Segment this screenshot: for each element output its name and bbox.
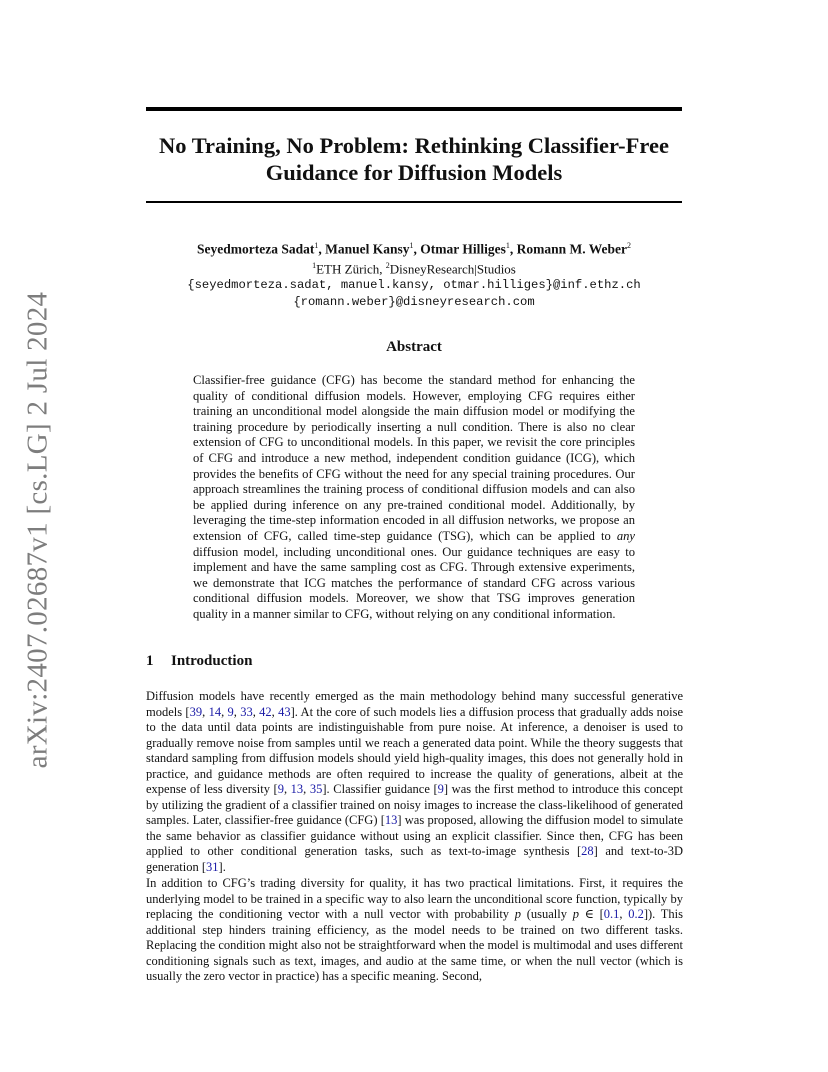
paragraph-text: , (221, 704, 228, 719)
citation-link[interactable]: 35 (309, 782, 323, 797)
abstract-part: diffusion model, including unconditional ones. Our guidance techniques are easy to implement and have the same sampling cost as CFG. Through extensive experiments, we demonstrate that ICG matches the performance of standard CFG across various conditional diffusion models. Moreover, we show that TSG improves generation quality in a manner similar to CFG, without relying on any conditional information. (193, 544, 635, 621)
citation-link[interactable]: 0.2 (628, 907, 644, 922)
citation-link[interactable]: 9 (227, 704, 234, 719)
affiliation-mark: 1 (312, 260, 317, 270)
paragraph-text: , (283, 782, 291, 797)
citation-link[interactable]: 33 (240, 704, 253, 719)
author-affiliation-mark: 1 (314, 241, 319, 250)
paragraph-text: , (303, 782, 310, 797)
citation-link[interactable]: 43 (278, 704, 291, 719)
intro-paragraph-1 (146, 689, 683, 876)
paragraph-text: (usually (521, 907, 573, 922)
abstract-text (193, 373, 635, 623)
citation-link[interactable]: 9 (277, 782, 284, 797)
author-name: Otmar Hilliges (420, 241, 506, 257)
paragraph-text: , (233, 704, 241, 719)
title-top-rule (146, 107, 682, 111)
abstract-part: Classifier-free guidance (CFG) has become the standard method for enhancing the quality of conditional diffusion models. However, employing CFG requires either training an unconditional model alongside the main diffusion model or modifying the training procedure by periodically inserting a null condition. There is also no clear extension of CFG to unconditional models. In this paper, we revisit the core principles of CFG and introduce a new method, independent condition guidance (ICG), which provides the benefits of CFG without the need for any special training procedures. Our approach streamlines the training process of conditional diffusion models and can also be applied during inference on any pre-trained conditional model. Additionally, by leveraging the time-step information encoded in all diffusion networks, we propose an extension of CFG, called time-step guidance (TSG), which can be applied to (193, 373, 635, 543)
citation-link[interactable]: 0.1 (603, 907, 620, 922)
author-name: Seyedmorteza Sadat (197, 241, 315, 257)
author-affiliation-mark: 2 (627, 241, 631, 250)
author-name: Romann M. Weber (516, 241, 627, 257)
author-affiliation-mark: 1 (505, 241, 510, 250)
citation-link[interactable]: 28 (581, 844, 594, 859)
citation-link[interactable]: 9 (437, 782, 444, 797)
email-line-1[interactable]: {seyedmorteza.sadat, manuel.kansy, otmar.hilliges}@inf.ethz.ch (187, 277, 641, 292)
author-affiliation-mark: 1 (409, 241, 414, 250)
section-title: Introduction (171, 653, 253, 669)
abstract-emphasis: any (616, 528, 635, 543)
paragraph-text: In addition to CFG’s trading diversity for quality, it has two practical limitations. First, it requires the underlying model to be trained in a specific way to also learn the unconditional score function, typically by replacing the conditioning vector with a null vector with probability (146, 876, 683, 922)
citation-link[interactable]: 42 (259, 704, 272, 719)
paragraph-text: , (202, 704, 209, 719)
intro-paragraph-2 (146, 876, 683, 985)
affiliations (146, 258, 682, 277)
author-block (146, 237, 682, 311)
affiliation-mark: 2 (385, 260, 390, 270)
email-line-2[interactable]: {romann.weber}@disneyresearch.com (293, 294, 535, 309)
paragraph-text: ] and text-to-3D generation [ (146, 844, 683, 875)
paragraph-text: ]). This additional step hinders training efficiency, as the model needs to be trained on two different tasks. Replacing the condition might also not be straightforward when the model is multimodal and uses different conditioning signals such as text, images, and audio at the same time, or when the null vector (which is usually the zero vector in practice) has a specific meaning. Second, (146, 907, 683, 984)
citation-link[interactable]: 14 (208, 704, 222, 719)
title-line-1: No Training, No Problem: Rethinking Classifier-Free (159, 133, 669, 158)
title-line-2: Guidance for Diffusion Models (265, 160, 563, 185)
math-symbol: p (572, 907, 579, 922)
section-heading-introduction (146, 653, 252, 670)
section-number: 1 (146, 653, 154, 669)
paper-title (146, 132, 682, 186)
abstract-heading: Abstract (386, 339, 442, 355)
paragraph-text: , (271, 704, 279, 719)
paragraph-text: , (619, 907, 629, 922)
paragraph-text: ] was proposed, allowing the diffusion model to simulate the same behavior as classifier guidance without using an explicit classifier. Since then, CFG has been applied to other conditional generation tasks, such as text-to-image synthesis [ (146, 813, 683, 859)
author-name: Manuel Kansy (325, 241, 410, 257)
citation-link[interactable]: 39 (189, 704, 203, 719)
paragraph-text: ]. (218, 860, 226, 875)
citation-link[interactable]: 13 (384, 813, 398, 828)
author-list: Seyedmorteza Sadat$^1$, Manuel Kansy$^1$, Otmar Hilliges$^1$, Romann M. Weber$^2$ (197, 241, 631, 257)
arxiv-identifier[interactable]: arXiv:2407.02687v1 [cs.LG] 2 Jul 2024 (21, 291, 54, 769)
paragraph-text: ]. At the core of such models lies a diffusion process that gradually adds noise to the data until data points are indistinguishable from pure noise. At inference, a denoiser is used to gradually remove noise from samples until we reach a generated data point. While the theory suggests that standard sampling from diffusion models should yield high-quality images, this does not generally hold in practice, and guidance methods are often required to increase the quality of generations, albeit at the expense of less diversity [ (146, 704, 684, 797)
paragraph-text: Diffusion models have recently emerged as the main methodology behind many successful generative models [ (146, 689, 683, 719)
title-bottom-rule (146, 201, 682, 203)
paragraph-text: , (252, 704, 260, 719)
math-symbol: p (514, 907, 521, 922)
affiliation-disney: DisneyResearch|Studios (389, 260, 516, 276)
paragraph-text: ] was the first method to introduce this concept by utilizing the gradient of a classifier trained on noisy images to increase the class-likelihood of generated samples. Later, classifier-free guidance (CFG) [ (146, 782, 684, 828)
affiliation-eth: ETH Zürich, (316, 260, 386, 276)
citation-link[interactable]: 31 (206, 860, 219, 875)
paragraph-text: ]. Classifier guidance [ (322, 782, 438, 797)
citation-link[interactable]: 13 (290, 782, 304, 797)
paragraph-text: ∈ [ (578, 907, 604, 922)
